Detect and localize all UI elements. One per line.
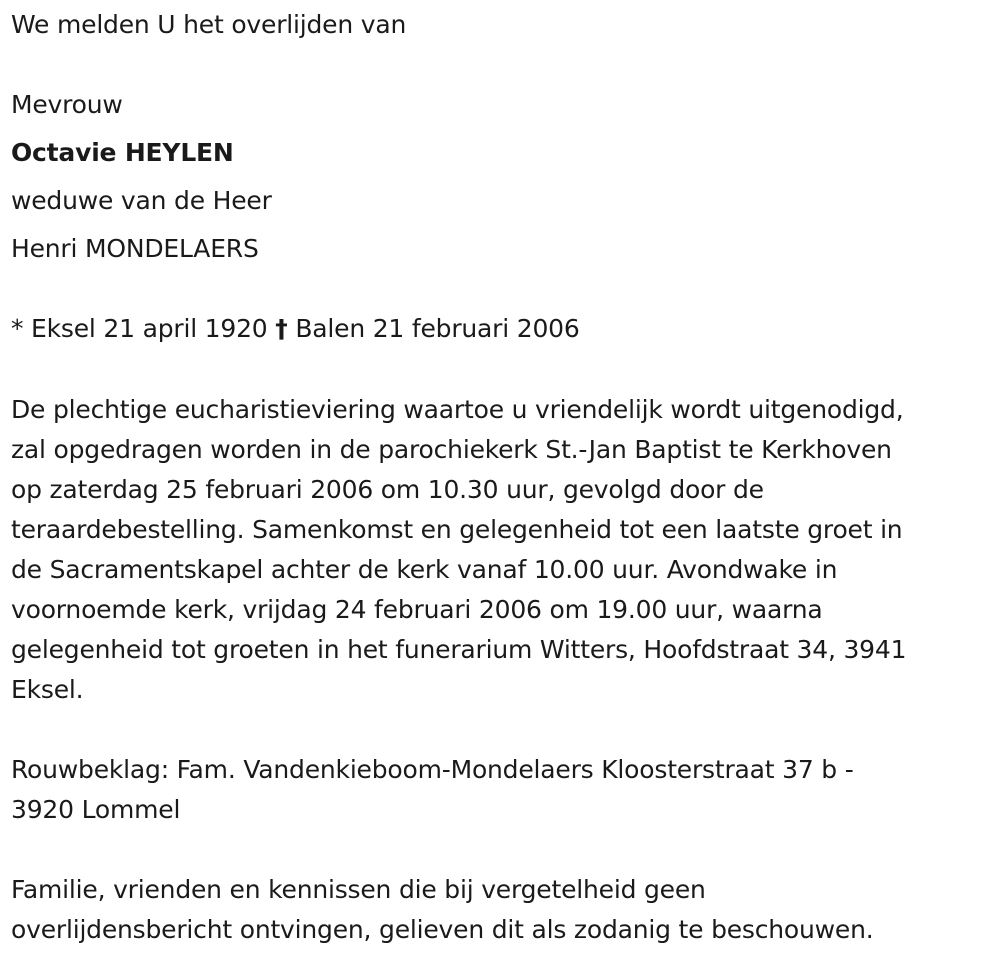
ceremony-line: teraardebestelling. Samenkomst en gelegenheid tot een laatste groet in [11,515,903,544]
salutation: Mevrouw [11,90,123,119]
spouse-name: Henri MONDELAERS [11,234,259,263]
closing-paragraph [11,870,874,950]
ceremony-line: zal opgedragen worden in de parochiekerk St.-Jan Baptist te Kerkhoven [11,435,892,464]
condolence-paragraph [11,750,854,830]
closing-line: Familie, vrienden en kennissen die bij vergetelheid geen [11,875,706,904]
ceremony-line: De plechtige eucharistieviering waartoe u vriendelijk wordt uitgenodigd, [11,395,904,424]
ceremony-paragraph [11,390,906,710]
birth-info: * Eksel 21 april 1920 [11,314,268,343]
ceremony-line: gelegenheid tot groeten in het funerarium Witters, Hoofdstraat 34, 3941 [11,635,907,664]
closing-line: overlijdensbericht ontvingen, gelieven dit als zodanig te beschouwen. [11,915,874,944]
life-dates [11,309,580,349]
ceremony-line: de Sacramentskapel achter de kerk vanaf 10.00 uur. Avondwake in [11,555,838,584]
condolence-line: Rouwbeklag: Fam. Vandenkieboom-Mondelaers Kloosterstraat 37 b - [11,755,854,784]
deceased-name: Octavie HEYLEN [11,138,234,167]
cross-icon: † [275,314,288,343]
death-info: Balen 21 februari 2006 [295,314,580,343]
condolence-line: 3920 Lommel [11,795,181,824]
relation-text: weduwe van de Heer [11,186,272,215]
ceremony-line: op zaterdag 25 februari 2006 om 10.30 uur, gevolgd door de [11,475,764,504]
intro-text: We melden U het overlijden van [11,10,407,39]
ceremony-line: Eksel. [11,675,84,704]
ceremony-line: voornoemde kerk, vrijdag 24 februari 2006 om 19.00 uur, waarna [11,595,823,624]
